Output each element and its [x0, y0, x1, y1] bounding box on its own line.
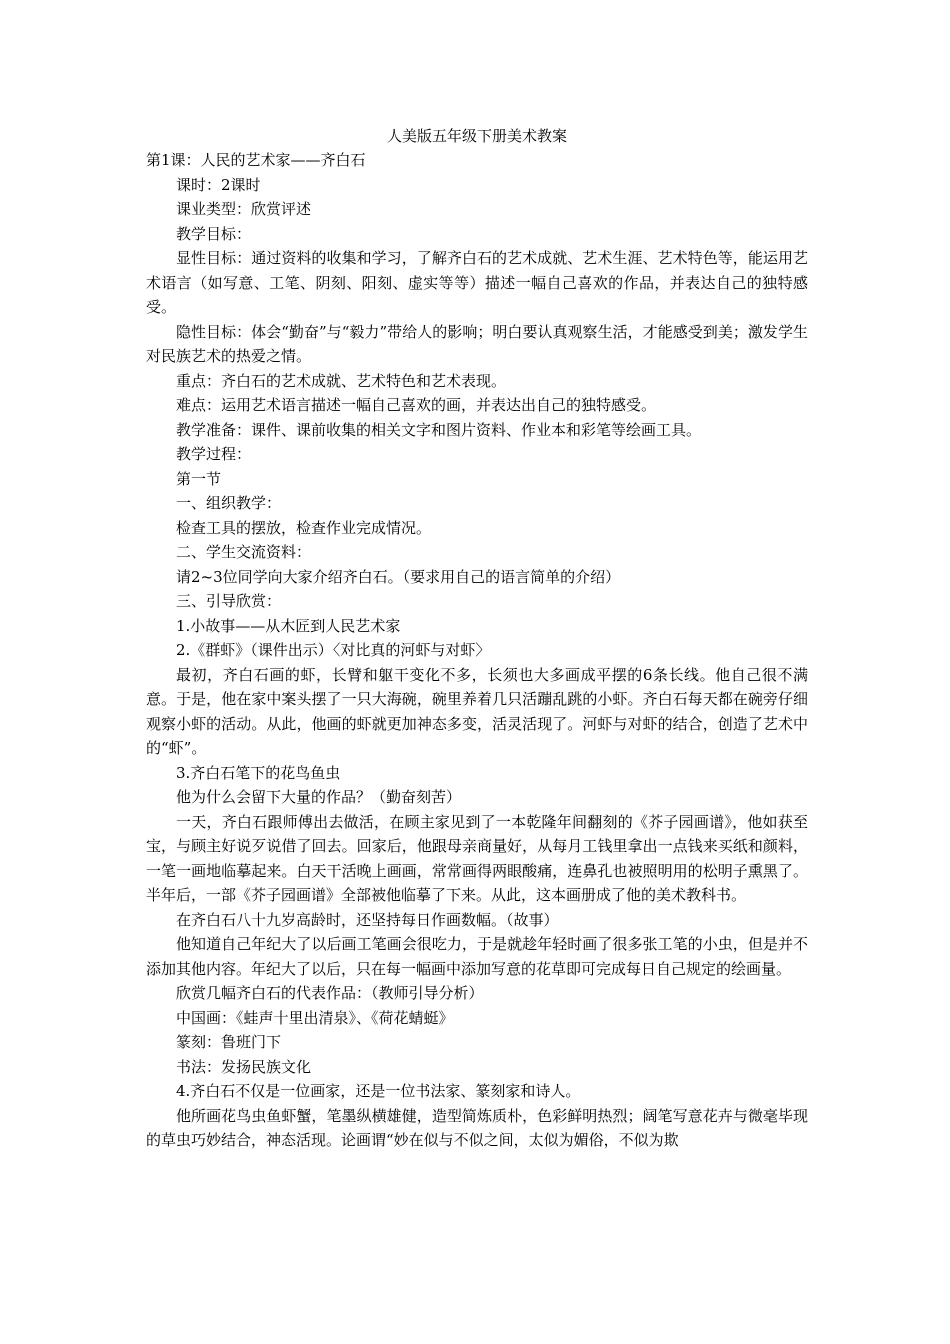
paragraph: 他知道自己年纪大了以后画工笔画会很吃力，于是就趁年轻时画了很多张工笔的小虫，但是并不添加其他内容。年纪大了以后，只在每一幅画中添加写意的花草即可完成每日自己规定的绘画量。 [146, 935, 808, 978]
paragraph: 二、学生交流资料： [176, 543, 312, 561]
paragraph: 4.齐白石不仅是一位画家，还是一位书法家、篆刻家和诗人。 [176, 1082, 581, 1100]
paragraph: 一、组织教学： [176, 494, 282, 512]
paragraph: 三、引导欣赏： [176, 592, 282, 610]
paragraph: 篆刻：鲁班门下 [176, 1033, 282, 1051]
paragraph: 2.《群虾》（课件出示）〈对比真的河虾与对虾〉 [176, 641, 491, 659]
paragraph: 难点：运用艺术语言描述一幅自己喜欢的画，并表达出自己的独特感受。 [176, 396, 657, 414]
paragraph: 教学目标： [176, 224, 252, 243]
paragraph: 第一节 [176, 469, 222, 488]
document-body [146, 148, 808, 1153]
document-page [146, 124, 808, 1153]
paragraph: 在齐白石八十九岁高龄时，还坚持每日作画数幅。（故事） [176, 910, 559, 929]
paragraph: 课时：2课时 [176, 175, 261, 194]
paragraph: 1.小故事——从木匠到人民艺术家 [176, 616, 401, 635]
paragraph: 欣赏几幅齐白石的代表作品：（教师引导分析） [176, 984, 484, 1002]
paragraph: 最初，齐白石画的虾，长臂和躯干变化不多，长须也大多画成平摆的6条长线。他自己很不满意。于是，他在家中案头摆了一只大海碗，碗里养着几只活蹦乱跳的小虾。齐白石每天都在碗旁仔细观察小虾的活动。从此，他画的虾就更加神态多变，活灵活现了。河虾与对虾的结合，创造了艺术中的“虾”。 [146, 665, 808, 757]
paragraph: 一天，齐白石跟师傅出去做活，在顾主家见到了一本乾隆年间翻刻的《芥子园画谱》，他如获至宝，与顾主好说歹说借了回去。回家后，他跟母亲商量好，从每月工钱里拿出一点钱来买纸和颜料，一笔一画地临摹起来。白天干活晚上画画，常常画得两眼酸痛，连鼻孔也被照明用的松明子熏黑了。半年后，一部《芥子园画谱》全部被他临摹了下来。从此，这本画册成了他的美术教科书。 [146, 812, 808, 904]
paragraph: 重点：齐白石的艺术成就、艺术特色和艺术表现。 [176, 371, 507, 390]
paragraph: 他为什么会留下大量的作品？（勤奋刻苦） [176, 788, 462, 806]
paragraph: 隐性目标：体会“勤奋”与“毅力”带给人的影响；明白要认真观察生活，才能感受到美；激发学生对民族艺术的热爱之情。 [146, 322, 808, 365]
paragraph: 教学准备：课件、课前收集的相关文字和图片资料、作业本和彩笔等绘画工具。 [176, 420, 702, 439]
paragraph: 显性目标：通过资料的收集和学习，了解齐白石的艺术成就、艺术生涯、艺术特色等，能运用艺术语言（如写意、工笔、阴刻、阳刻、虚实等等）描述一幅自己喜欢的作品，并表达自己的独特感受。 [146, 249, 808, 316]
paragraph: 课业类型：欣赏评述 [176, 200, 312, 218]
paragraph: 中国画：《蛙声十里出清泉》、《荷花蜻蜓》 [176, 1008, 454, 1027]
paragraph: 他所画花鸟虫鱼虾蟹，笔墨纵横雄健，造型简炼质朴，色彩鲜明热烈；阔笔写意花卉与微毫毕现的草虫巧妙结合，神态活现。论画谓“妙在似与不似之间，太似为媚俗，不似为欺 [146, 1106, 808, 1149]
paragraph: 3.齐白石笔下的花鸟鱼虫 [176, 763, 341, 782]
paragraph: 请2~3位同学向大家介绍齐白石。（要求用自己的语言简单的介绍） [176, 567, 621, 586]
document-title: 人美版五年级下册美术教案 [386, 127, 567, 145]
paragraph: 检查工具的摆放，检查作业完成情况。 [176, 518, 432, 537]
paragraph: 书法：发扬民族文化 [176, 1057, 312, 1076]
paragraph: 教学过程： [176, 445, 252, 463]
lesson-heading: 第1课：人民的艺术家——齐白石 [146, 151, 366, 169]
